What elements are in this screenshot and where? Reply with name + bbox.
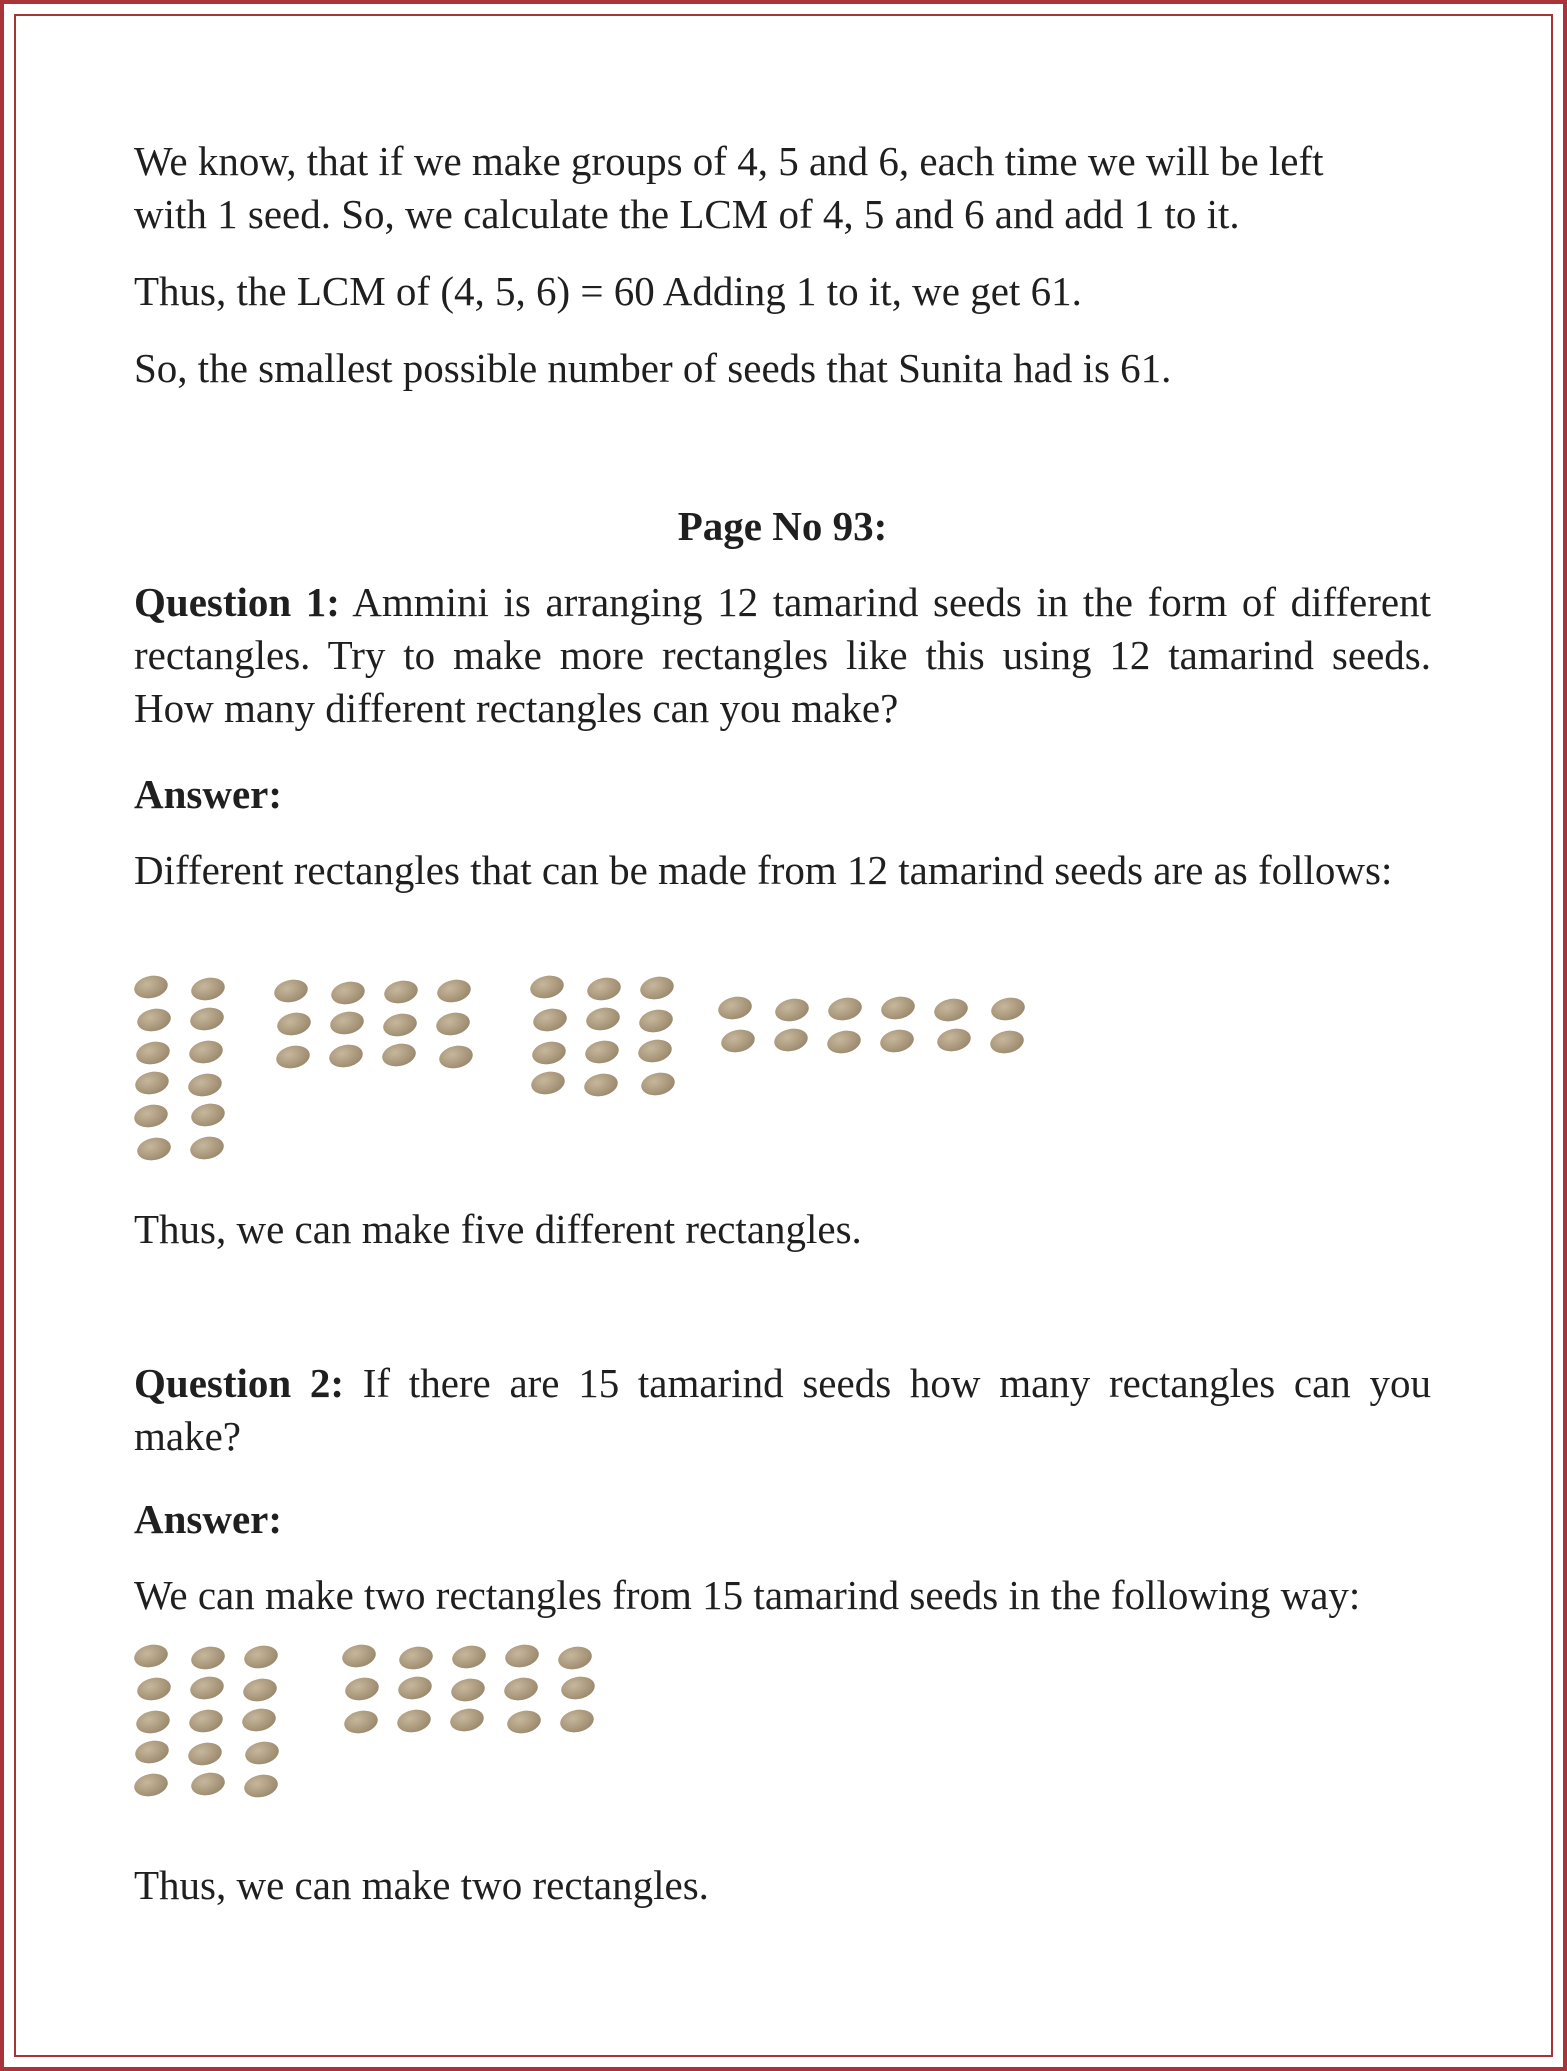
- question-1: [134, 576, 1431, 735]
- question-1-result: Thus, we can make five different rectangles.: [134, 1206, 862, 1252]
- question-1-text: Ammini is arranging 12 tamarind seeds in the form of different rectangles. Try to make more rectangles like this using 12 tamarind seeds. How many different rectangles can you make?: [134, 579, 1431, 731]
- page-heading: Page No 93:: [677, 503, 888, 549]
- question-2-text: If there are 15 tamarind seeds how many rectangles can you make?: [134, 1360, 1431, 1459]
- question-1-label: Question 1:: [134, 579, 340, 625]
- intro-line-2: with 1 seed. So, we calculate the LCM of 4, 5 and 6 and add 1 to it.: [134, 191, 1240, 237]
- question-2-result: Thus, we can make two rectangles.: [134, 1862, 709, 1908]
- question-1-answer-text: Different rectangles that can be made from 12 tamarind seeds are as follows:: [134, 847, 1393, 893]
- conclusion-statement: So, the smallest possible number of seeds that Sunita had is 61.: [134, 345, 1172, 391]
- lcm-statement: Thus, the LCM of (4, 5, 6) = 60 Adding 1 to it, we get 61.: [134, 268, 1082, 314]
- question-2-answer-label: Answer:: [134, 1496, 283, 1542]
- question-1-answer-label: Answer:: [134, 771, 283, 817]
- question-2-label: Question 2:: [134, 1360, 345, 1406]
- intro-line-1: We know, that if we make groups of 4, 5 and 6, each time we will be left: [134, 138, 1324, 184]
- question-2-answer-text: We can make two rectangles from 15 tamarind seeds in the following way:: [134, 1572, 1361, 1618]
- question-2: [134, 1357, 1431, 1463]
